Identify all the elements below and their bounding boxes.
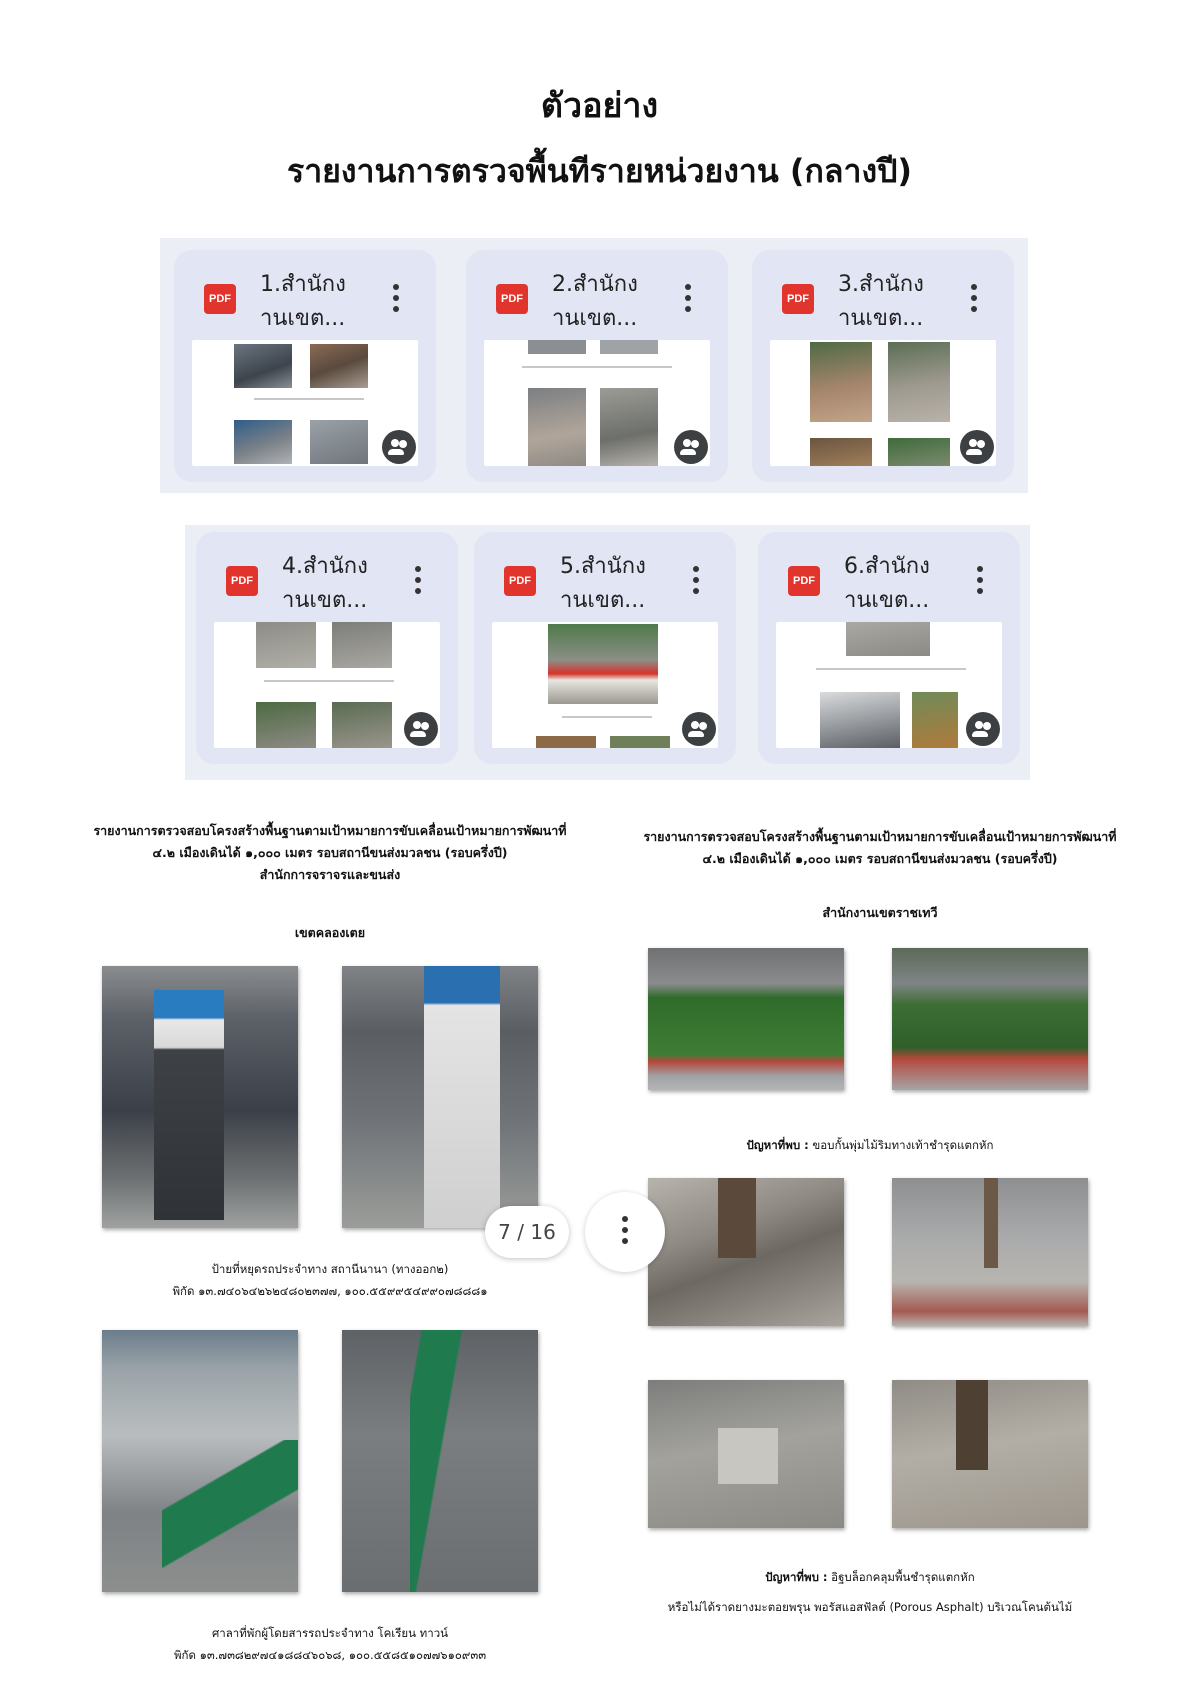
preview-photo [888,438,950,466]
right-report-title: รายงานการตรวจสอบโครงสร้างพื้นฐานตามเป้าหมายการขับเคลื่อนเป้าหมายการพัฒนาที่ ๔.๒ เมืองเดินได้ ๑,๐๐๐ เมตร รอบสถานีขนส่งมวลชน (รอบครึ่งปี) [643,829,1117,866]
preview-photo [310,344,368,388]
preview-photo [548,624,658,704]
more-options-icon[interactable] [970,284,978,314]
viewer-menu-button[interactable] [585,1192,665,1272]
preview-photo [600,340,658,354]
preview-photo [332,702,392,748]
preview-photo [256,622,316,668]
shared-users-icon [966,712,1000,746]
shared-users-icon [382,430,416,464]
page-indicator: 7 / 16 [485,1206,569,1258]
more-vert-icon [621,1216,629,1246]
pdf-icon: PDF [204,284,236,314]
preview-photo [912,692,958,748]
left-caption-2: ศาลาที่พักผู้โดยสารรถประจำทาง โคเรียน ทาวน์ พิกัด ๑๓.๗๓๘๒๙๗๔๑๘๘๔๖๐๖๘, ๑๐๐.๕๕๘๕๑๐๗๗๖๑๐๙๓๓ [173,1626,487,1662]
bus-shelter-photo [342,1330,538,1592]
left-caption-1: ป้ายที่หยุดรถประจำทาง สถานีนานา (ทางออก๒) พิกัด ๑๓.๗๔๐๖๔๒๖๒๔๘๐๒๓๗๗, ๑๐๐.๕๕๙๙๕๔๙๙๐๗๘๘๘๑ [172,1262,488,1298]
file-name: 1.สำนักง านเขต... [260,272,346,331]
shared-users-icon [674,430,708,464]
file-card-6[interactable] [758,532,1020,764]
preview-photo [528,340,586,354]
bus-stop-sign-photo [102,966,298,1228]
left-district-label: เขตคลองเตย [294,925,366,940]
preview-photo [528,388,586,466]
pdf-icon: PDF [226,566,258,596]
preview-photo [332,622,392,668]
preview-photo [600,388,658,466]
planter-damage-photo [892,948,1088,1090]
file-name: 2.สำนักง านเขต... [552,272,638,331]
tree-pit-photo [892,1178,1088,1326]
preview-photo [846,622,930,656]
preview-photo [234,420,292,464]
more-options-icon[interactable] [692,566,700,596]
preview-photo [810,438,872,466]
left-report-title: รายงานการตรวจสอบโครงสร้างพื้นฐานตามเป้าหมายการขับเคลื่อนเป้าหมายการพัฒนาที่ ๔.๒ เมืองเดินได้ ๑,๐๐๐ เมตร รอบสถานีขนส่งมวลชน (รอบครึ่งปี) สำนักการจราจรและขนส่ง [93,823,567,882]
preview-photo [610,736,670,748]
file-name: 4.สำนักง านเขต... [282,554,368,613]
preview-photo [234,344,292,388]
page-heading-line2: รายงานการตรวจพื้นทีรายหน่วยงาน (กลางปี) [287,152,912,190]
tree-pit-photo [648,1380,844,1528]
more-options-icon[interactable] [976,566,984,596]
preview-photo [256,702,316,748]
more-options-icon[interactable] [684,284,692,314]
bus-stop-sign-photo [342,966,538,1228]
planter-damage-photo [648,948,844,1090]
file-name: 3.สำนักง านเขต... [838,272,924,331]
pdf-icon: PDF [782,284,814,314]
preview-photo [810,342,872,422]
right-problem-1: ปัญหาที่พบ : ขอบกั้นพุ่มไม้ริมทางเท้าชำรุดแตกหัก [746,1138,994,1152]
preview-photo [820,692,900,748]
page-heading-line1: ตัวอย่าง [540,86,659,126]
pdf-icon: PDF [496,284,528,314]
file-card-4[interactable] [196,532,458,764]
file-card-5[interactable] [474,532,736,764]
file-name: 6.สำนักง านเขต... [844,554,930,613]
pdf-icon: PDF [504,566,536,596]
tree-pit-photo [892,1380,1088,1528]
file-card-3[interactable] [752,250,1014,482]
pdf-icon: PDF [788,566,820,596]
file-card-2[interactable] [466,250,728,482]
preview-photo [888,342,950,422]
tree-pit-photo [648,1178,844,1326]
preview-photo [310,420,368,464]
right-district-label: สำนักงานเขตราชเทวี [822,905,938,920]
file-card-1[interactable] [174,250,436,482]
file-name: 5.สำนักง านเขต... [560,554,646,613]
bus-shelter-photo [102,1330,298,1592]
shared-users-icon [960,430,994,464]
shared-users-icon [682,712,716,746]
right-problem-2: ปัญหาที่พบ : อิฐบล็อกคลุมพื้นชำรุดแตกหัก หรือไม่ได้ราดยางมะตอยพรุน พอรัสแอสฟัลต์ (Porous Asphalt) บริเวณโคนต้นไม้ [667,1570,1073,1614]
preview-photo [536,736,596,748]
more-options-icon[interactable] [414,566,422,596]
shared-users-icon [404,712,438,746]
more-options-icon[interactable] [392,284,400,314]
